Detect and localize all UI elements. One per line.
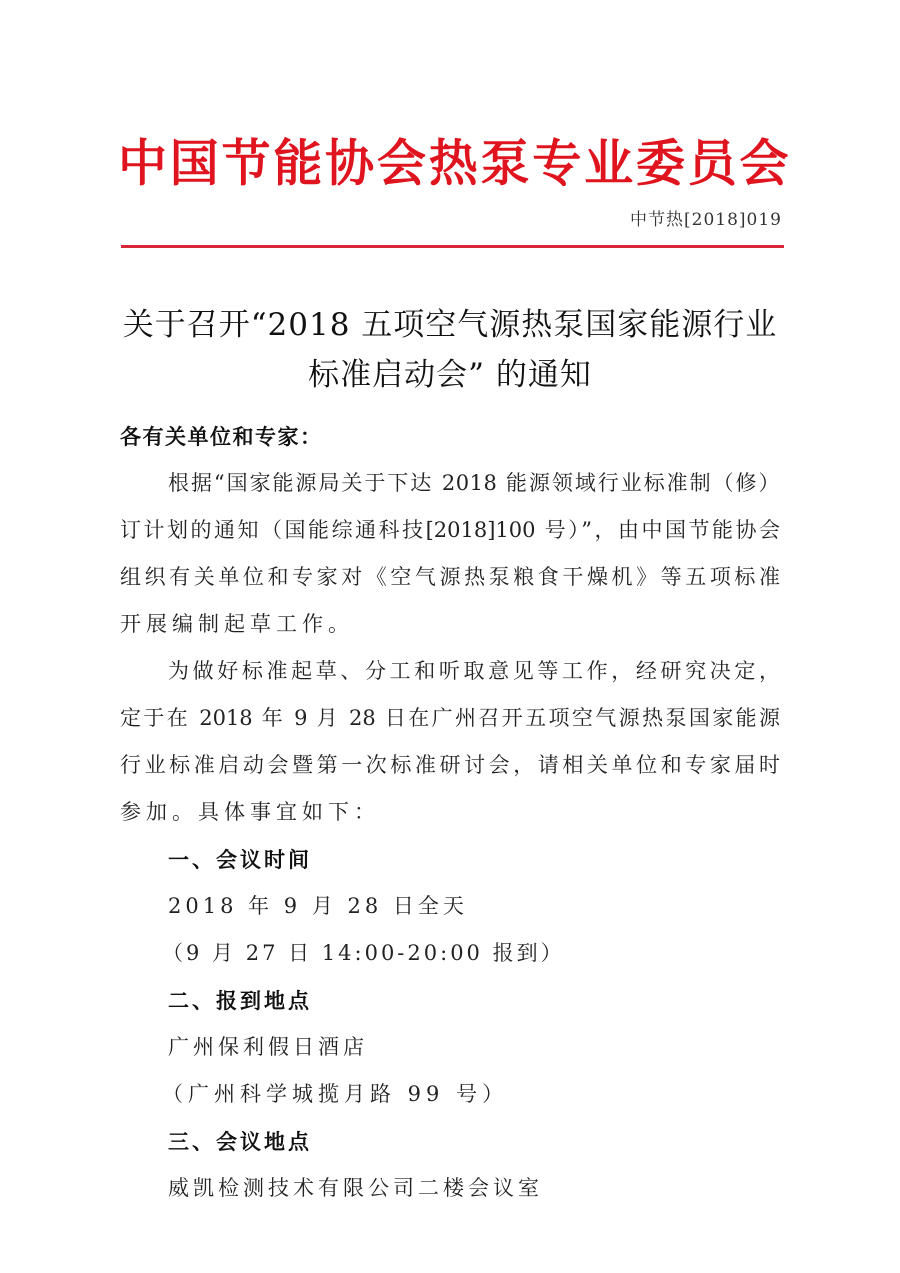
paragraph-line: 参加。具体事宜如下： bbox=[120, 800, 380, 824]
paragraph-1 bbox=[120, 460, 780, 648]
paragraph-line: 开展编制起草工作。 bbox=[120, 612, 354, 636]
paragraph-line: 订计划的通知（国能综通科技[2018]100 号）”，由中国节能协会 bbox=[120, 518, 780, 542]
document-number: 中节热[2018]019 bbox=[630, 210, 782, 230]
meeting-venue: 威凯检测技术有限公司二楼会议室 bbox=[168, 1176, 543, 1200]
registration-hotel: 广州保利假日酒店 bbox=[168, 1035, 368, 1059]
salutation: 各有关单位和专家： bbox=[120, 424, 323, 449]
letterhead-organization-name: 中国节能协会热泵专业委员会 bbox=[118, 133, 790, 193]
paragraph-line: 行业标准启动会暨第一次标准研讨会，请相关单位和专家届时 bbox=[120, 753, 780, 777]
meeting-date: 2018 年 9 月 28 日全天 bbox=[168, 894, 468, 918]
registration-address: （广州科学城揽月路 99 号） bbox=[162, 1082, 509, 1106]
title-line-1: 关于召开“2018 五项空气源热泵国家能源行业 bbox=[122, 307, 778, 343]
letterhead-red-rule bbox=[121, 245, 784, 248]
registration-time: （9 月 27 日 14:00-20:00 报到） bbox=[162, 941, 565, 965]
document-title bbox=[110, 300, 790, 400]
title-line-2: 标准启动会” 的通知 bbox=[308, 357, 592, 393]
paragraph-line: 根据“国家能源局关于下达 2018 能源领域行业标准制（修） bbox=[168, 471, 780, 495]
paragraph-line: 组织有关单位和专家对《空气源热泵粮食干燥机》等五项标准 bbox=[120, 565, 780, 589]
paragraph-line: 定于在 2018 年 9 月 28 日在广州召开五项空气源热泵国家能源 bbox=[120, 706, 780, 730]
section-heading-meeting-location: 三、会议地点 bbox=[168, 1129, 312, 1154]
paragraph-line: 为做好标准起草、分工和听取意见等工作，经研究决定， bbox=[168, 659, 780, 683]
paragraph-2 bbox=[120, 648, 780, 836]
section-heading-registration-location: 二、报到地点 bbox=[168, 988, 312, 1013]
section-heading-meeting-time: 一、会议时间 bbox=[168, 847, 312, 872]
